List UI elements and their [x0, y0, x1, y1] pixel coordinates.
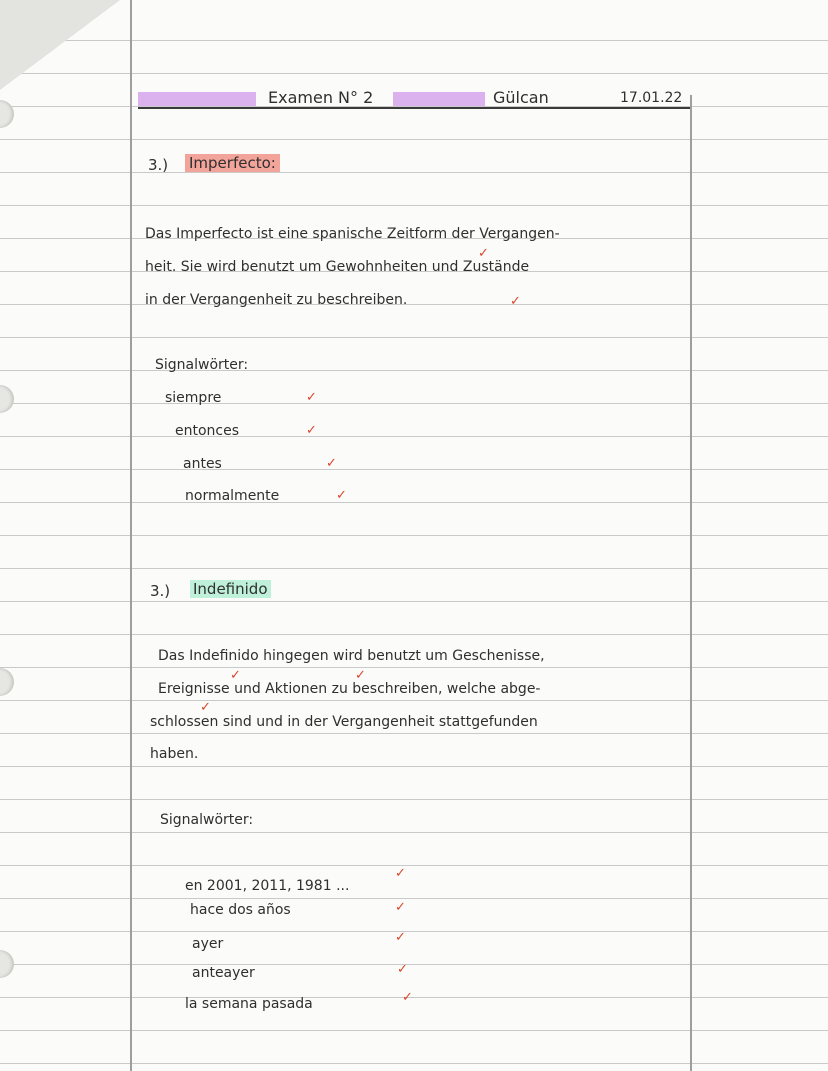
signal-word: la semana pasada [185, 996, 313, 1012]
section2-line-3: schlossen sind und in der Vergangenheit stattgefunden [150, 714, 538, 730]
section1-line-1: Das Imperfecto ist eine spanische Zeitform der Vergangen- [145, 226, 560, 242]
section1-line-3: in der Vergangenheit zu beschreiben. [145, 292, 408, 308]
correction-check: ✓ [336, 488, 347, 503]
highlight-left [138, 92, 256, 106]
section2-line-1: Das Indefinido hingegen wird benutzt um Geschenisse, [158, 648, 545, 664]
section2-heading: Indefinido [190, 580, 271, 598]
section1-signal-label: Signalwörter: [155, 357, 249, 373]
left-margin-line [130, 0, 132, 1071]
signal-word: normalmente [185, 488, 280, 504]
page-corner-fold [0, 0, 120, 90]
punch-hole [0, 668, 14, 696]
correction-check: ✓ [402, 990, 413, 1005]
correction-check: ✓ [510, 294, 521, 309]
highlight-right [393, 92, 485, 106]
section1-heading: Imperfecto: [185, 154, 280, 172]
correction-check: ✓ [395, 900, 406, 915]
header-rule [138, 107, 690, 109]
correction-check: ✓ [478, 246, 489, 261]
signal-word: hace dos años [190, 902, 291, 918]
correction-check: ✓ [395, 930, 406, 945]
student-name: Gülcan [493, 88, 549, 107]
section1-line-2: heit. Sie wird benutzt um Gewohnheiten und Zustände [145, 259, 530, 275]
correction-check: ✓ [306, 390, 317, 405]
section2-line-4: haben. [150, 746, 199, 762]
correction-check: ✓ [395, 866, 406, 881]
exam-title: Examen N° 2 [268, 88, 374, 107]
signal-word: siempre [165, 390, 222, 406]
punch-hole [0, 385, 14, 413]
signal-word: entonces [175, 423, 240, 439]
signal-word: ayer [192, 936, 224, 952]
punch-hole [0, 100, 14, 128]
correction-check: ✓ [355, 668, 366, 683]
signal-word: antes [183, 456, 222, 472]
punch-hole [0, 950, 14, 978]
section2-number: 3.) [150, 582, 171, 600]
signal-word: en 2001, 2011, 1981 ... [185, 878, 350, 894]
right-margin-line [690, 95, 692, 1071]
correction-check: ✓ [306, 423, 317, 438]
exam-date: 17.01.22 [620, 90, 683, 106]
section2-signal-label: Signalwörter: [160, 812, 254, 828]
correction-check: ✓ [200, 700, 211, 715]
correction-check: ✓ [397, 962, 408, 977]
correction-check: ✓ [230, 668, 241, 683]
signal-word: anteayer [192, 965, 255, 981]
correction-check: ✓ [326, 456, 337, 471]
section1-number: 3.) [148, 156, 169, 174]
section2-line-2: Ereignisse und Aktionen zu beschreiben, welche abge- [158, 681, 541, 697]
